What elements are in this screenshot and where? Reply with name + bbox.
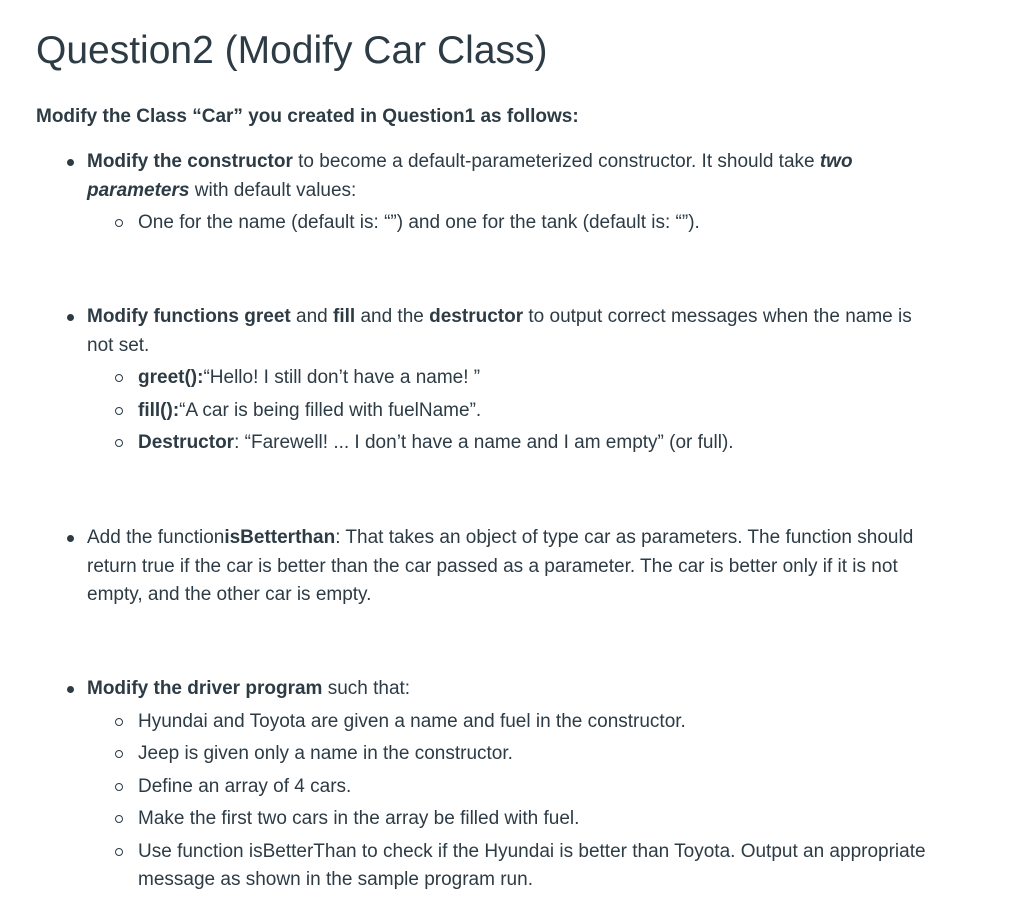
item-text: Add the functionisBetterthan: That takes an object of type car as parameters. The function should return true if the car is better than the car passed as a parameter. The car is better only if it is not empty, and the other car is empty.: [87, 527, 914, 605]
sub-list: [87, 708, 927, 895]
sub-list-item: fill():“A car is being filled with fuelName”.: [87, 397, 927, 426]
sub-list: [87, 209, 927, 238]
page-title: Question2 (Modify Car Class): [36, 29, 548, 72]
bold-italic-text: two parameters: [87, 151, 853, 201]
intro-paragraph: Modify the Class “Car” you created in Question1 as follows:: [36, 106, 579, 127]
list-item-driver-program: [87, 675, 927, 899]
sub-list-item: Define an array of 4 cars.: [87, 773, 927, 802]
list-item-functions: [87, 303, 927, 462]
sub-list-item: Destructor: “Farewell! ... I don’t have a name and I am empty” (or full).: [87, 429, 927, 458]
sub-list-item: greet():“Hello! I still don’t have a name! ”: [87, 364, 927, 393]
list-item-isbetterthan: [87, 524, 927, 610]
sub-list-item: Use function isBetterThan to check if the Hyundai is better than Toyota. Output an appropriate message as shown in the sample program run.: [87, 838, 927, 895]
sub-list: [87, 364, 927, 458]
sub-list-item: Make the first two cars in the array be filled with fuel.: [87, 805, 927, 834]
list-item-constructor: [87, 148, 927, 242]
item-text: Modify the constructor to become a default-parameterized constructor. It should take two parameters with default values:: [87, 151, 853, 201]
sub-list-item: Jeep is given only a name in the constructor.: [87, 740, 927, 769]
item-text: Modify the driver program such that:: [87, 678, 411, 699]
sub-list-item: Hyundai and Toyota are given a name and fuel in the constructor.: [87, 708, 927, 737]
bold-text: Modify the constructor: [87, 151, 293, 172]
sub-list-item: One for the name (default is: “”) and one for the tank (default is: “”).: [87, 209, 927, 238]
item-text: Modify functions greet and fill and the destructor to output correct messages when the name is not set.: [87, 306, 912, 356]
